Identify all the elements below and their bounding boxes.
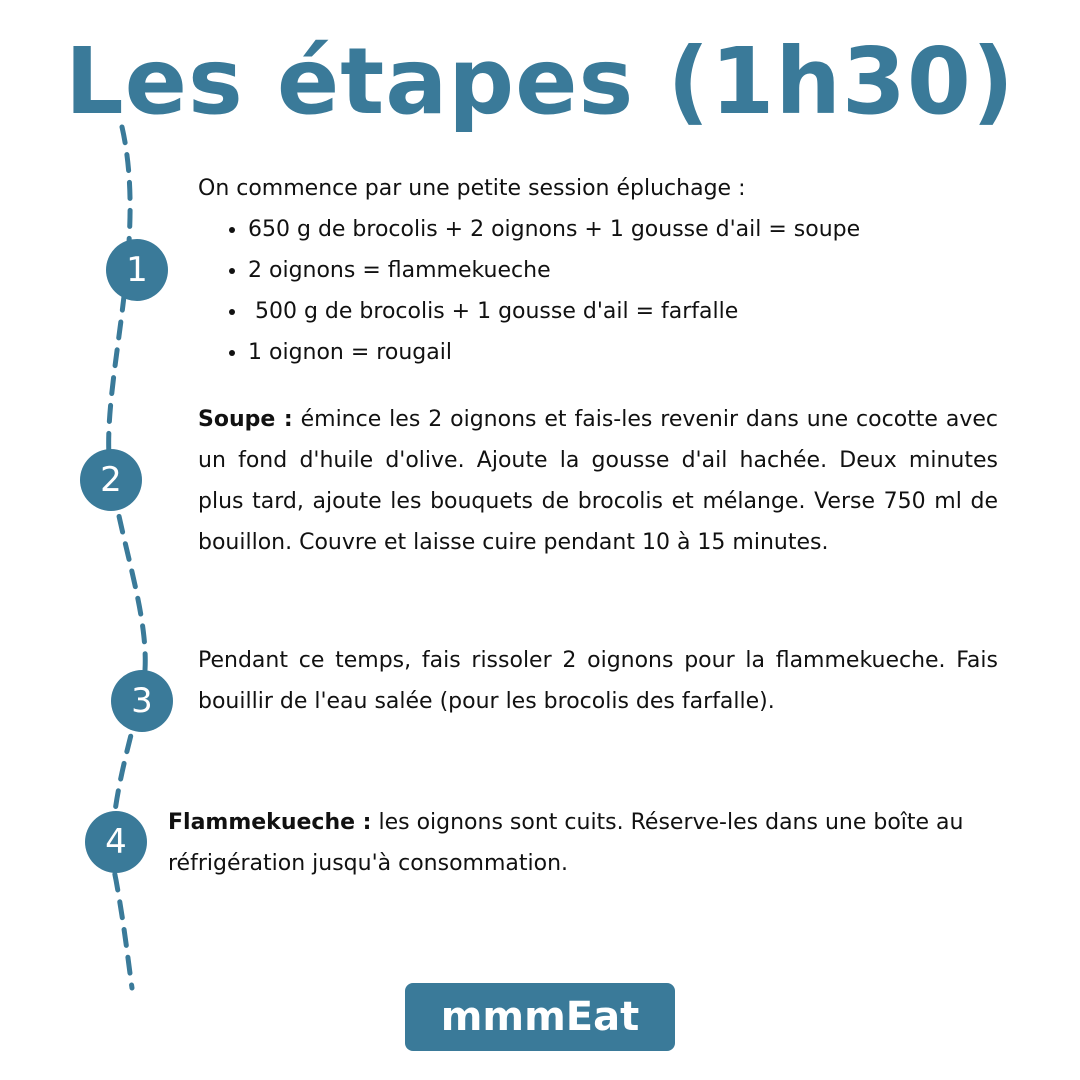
step-number-3: 3 — [111, 670, 173, 732]
step-number-2: 2 — [80, 449, 142, 511]
step-1 — [198, 168, 998, 373]
step-3-text: Pendant ce temps, fais rissoler 2 oignons pour la flammekueche. Fais bouillir de l'eau salée (pour les brocolis des farfalle). — [198, 648, 998, 714]
page-title: Les étapes (1h30) — [65, 28, 1015, 135]
step-2-text: émince les 2 oignons et fais-les revenir dans une cocotte avec un fond d'huile d'olive. Ajoute la gousse d'ail hachée. Deux minutes plus tard, ajoute les bouquets de brocolis et mélange. Verse 750 ml de bouillon. Couvre et laisse cuire pendant 10 à 15 minutes. — [198, 407, 998, 555]
brand-logo: mmmEat — [405, 983, 675, 1051]
step-4-text: les oignons sont cuits. Réserve-les dans une boîte au réfrigération jusqu'à consommation. — [168, 810, 964, 876]
ingredient-list — [198, 209, 998, 373]
step-1-intro: On commence par une petite session épluchage : — [198, 176, 746, 201]
step-number-4: 4 — [85, 811, 147, 873]
step-4 — [168, 802, 978, 884]
step-2-label: Soupe : — [198, 407, 293, 432]
step-number-1: 1 — [106, 239, 168, 301]
list-item: • 650 g de brocolis + 2 oignons + 1 gousse d'ail = soupe — [248, 209, 998, 250]
step-2 — [198, 399, 998, 563]
list-item: • 2 oignons = flammekueche — [248, 250, 998, 291]
step-3 — [198, 640, 998, 722]
step-4-label: Flammekueche : — [168, 810, 372, 835]
list-item: • 1 oignon = rougail — [248, 332, 998, 373]
list-item: • 500 g de brocolis + 1 gousse d'ail = farfalle — [248, 291, 998, 332]
